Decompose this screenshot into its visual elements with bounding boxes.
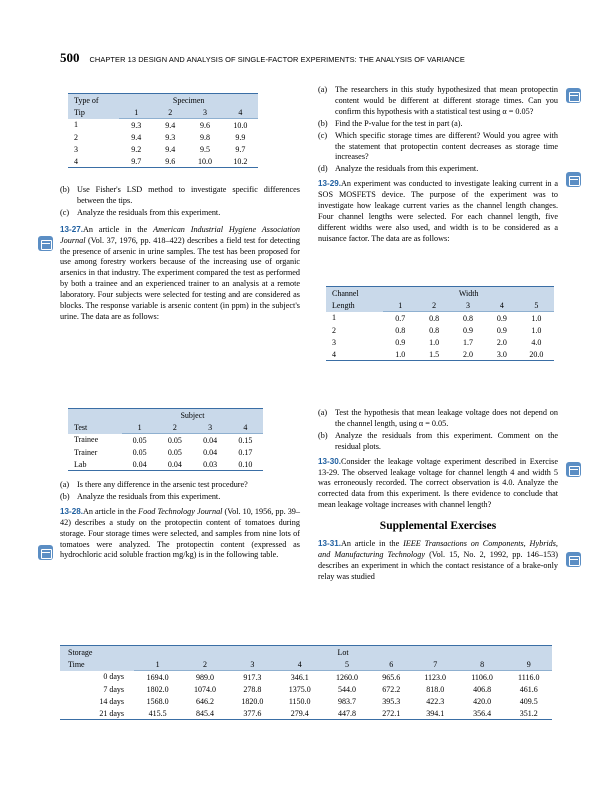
cell: 406.8	[473, 684, 492, 694]
item-label: (d)	[318, 164, 328, 174]
cell: 1123.0	[424, 672, 447, 682]
cell: 1.0	[383, 348, 417, 361]
dataset-icon[interactable]	[38, 236, 53, 251]
cell: 1116.0	[518, 672, 540, 682]
cell: 422.3	[426, 696, 445, 706]
cell: 0.8	[395, 325, 406, 335]
cell: 965.6	[382, 672, 401, 682]
cell: 4.0	[531, 337, 542, 347]
item-label: (a)	[60, 480, 70, 489]
cell: 1568.0	[146, 696, 169, 706]
column-header: 3	[192, 421, 227, 434]
exercise-text-part2: (Vol. 37, 1976, pp. 418–422) describes a field test for detecting the presence of arsenic in urine samples. The test has been proposed for use among forestry workers because of the increasing use of organic arsenics in that industry. The experiment compared the test as performed by both a trainee and an experienced trainer to an analysis at a remote laboratory. Four subjects were selected for testing and are considered as blocks. The response variable is arsenic content (in ppm) in the subject's urine. The data are as follows:	[60, 235, 300, 321]
cell: 0.17	[238, 447, 253, 457]
cell: 9.7	[119, 155, 153, 168]
cell: 0.05	[167, 435, 182, 445]
list-item	[318, 431, 558, 453]
cell: 1694.0	[146, 672, 169, 682]
journal-title: American Industrial Hygiene Association Journal	[60, 224, 300, 245]
cell: 1106.0	[471, 672, 493, 682]
cell: 0.04	[203, 447, 218, 457]
list-item	[318, 85, 558, 118]
page-number: 500	[60, 50, 80, 65]
row-label: Trainer	[74, 447, 98, 457]
cell: 0.03	[192, 458, 227, 471]
cell: 0.05	[132, 435, 147, 445]
table-type-of-tip	[68, 93, 258, 168]
section-heading: Supplemental Exercises	[379, 520, 497, 533]
cell: 1260.0	[336, 672, 359, 682]
cell: 845.4	[181, 707, 228, 720]
table-corner-label-2: Time	[68, 659, 85, 669]
table-corner-label-2: Tip	[74, 107, 85, 117]
table-row	[60, 695, 552, 707]
dataset-icon[interactable]	[566, 172, 581, 187]
item-label: (a)	[318, 408, 328, 417]
table-row	[68, 155, 258, 168]
column-header: 1	[134, 658, 181, 671]
cell: 1.0	[429, 337, 440, 347]
cell: 0.7	[395, 313, 406, 323]
cell: 10.2	[223, 155, 258, 168]
table-group-header: Subject	[122, 409, 263, 422]
table-group-header: Lot	[134, 646, 552, 659]
item-label: (b)	[318, 118, 328, 128]
item-text: Which specific storage times are different? Would you agree with the statement that protopectin content decreases as storage time increases?	[335, 130, 558, 162]
table-row	[326, 324, 554, 336]
cell: 2.0	[451, 348, 485, 361]
cell: 0.04	[157, 458, 192, 471]
right-column-lower	[318, 408, 558, 587]
row-label: 21 days	[60, 707, 134, 720]
exercise-text-part2: (Vol. 10, 1956, pp. 39–42) describes a study on the protopectin content of tomatoes during storage. Four storage times were selected, and samples from nine lots of tomatoes were analyzed. The protopectin content (expressed as hydrochloric acid soluble fraction mg/kg) is in the following table.	[60, 506, 300, 560]
column-header: 3	[451, 299, 485, 312]
item-text: Is there any difference in the arsenic test procedure?	[77, 480, 248, 489]
right-column	[318, 85, 558, 249]
row-label: 4	[326, 348, 383, 361]
item-text: Find the P-value for the test in part (a).	[335, 118, 463, 128]
table-row	[68, 119, 258, 132]
item-text: Analyze the residuals from this experiment.	[77, 207, 221, 217]
exercise-text: An experiment was conducted to investigate leaking current in a SOS MOSFETS device. The purpose of the experiment was to investigate how leakage current varies as the channel length changes. Four channel lengths were selected. For each channel length, five different widths were also used, and width is to be considered as a nuisance factor. The data are as follows:	[318, 179, 558, 243]
row-label: 0 days	[103, 672, 124, 682]
column-header: 6	[371, 658, 412, 671]
column-header: 2	[181, 658, 228, 671]
cell: 377.6	[229, 707, 276, 720]
cell: 9.4	[131, 132, 142, 142]
item-label: (b)	[60, 185, 70, 194]
table-row	[326, 348, 554, 361]
exercise-13-30	[318, 457, 558, 512]
cell: 9.6	[153, 155, 187, 168]
row-label: 3	[332, 337, 336, 347]
cell: 395.3	[382, 696, 401, 706]
column-header: 4	[276, 658, 323, 671]
journal-title: Food Technology Journal	[138, 506, 223, 516]
cell: 1375.0	[288, 684, 311, 694]
cell: 461.6	[519, 684, 538, 694]
column-header: 4	[228, 421, 263, 434]
table-corner-label-2: Length	[332, 300, 355, 310]
cell: 989.0	[196, 672, 215, 682]
cell: 1074.0	[194, 684, 217, 694]
page-header	[60, 50, 560, 66]
table-corner-label: Test	[74, 422, 88, 432]
exercise-13-28	[60, 507, 300, 562]
column-header: 1	[122, 421, 157, 434]
cell: 0.04	[122, 458, 157, 471]
list-item	[318, 131, 558, 164]
cell: 0.15	[238, 435, 253, 445]
table-row	[68, 446, 263, 458]
cell: 1.5	[417, 348, 451, 361]
cell: 394.1	[412, 707, 459, 720]
cell: 0.05	[132, 447, 147, 457]
row-label: 3	[74, 144, 78, 154]
cell: 9.4	[165, 144, 176, 154]
column-header: 9	[506, 658, 553, 671]
cell: 9.7	[235, 144, 246, 154]
cell: 1.0	[531, 313, 542, 323]
exercise-13-31	[318, 539, 558, 583]
exercise-text-part1: An article in the	[82, 224, 154, 234]
cell: 1150.0	[288, 696, 311, 706]
cell: 351.2	[506, 707, 553, 720]
table-storage-time	[60, 645, 552, 720]
exercise-number: 13-30.	[318, 456, 341, 466]
column-header: 3	[187, 106, 222, 119]
dataset-icon[interactable]	[566, 88, 581, 103]
cell: 983.7	[338, 696, 357, 706]
row-label: 2	[74, 132, 78, 142]
cell: 9.5	[199, 144, 210, 154]
table-group-header: Width	[383, 287, 554, 300]
item-label: (c)	[318, 130, 328, 140]
cell: 272.1	[371, 707, 412, 720]
cell: 0.9	[496, 325, 507, 335]
cell: 279.4	[276, 707, 323, 720]
column-header: 5	[519, 299, 554, 312]
table-row	[326, 336, 554, 348]
left-column	[60, 185, 300, 327]
exercise-number: 13-28.	[60, 506, 83, 516]
table-row	[68, 131, 258, 143]
row-label: 14 days	[99, 696, 124, 706]
list-item	[318, 119, 558, 130]
cell: 9.4	[165, 120, 176, 130]
cell: 0.9	[462, 325, 473, 335]
cell: 415.5	[134, 707, 181, 720]
table-row	[60, 707, 552, 720]
cell: 544.0	[338, 684, 357, 694]
cell: 409.5	[519, 696, 538, 706]
item-text: Analyze the residuals from this experiment. Comment on the residual plots.	[335, 430, 558, 451]
table-row	[68, 434, 263, 447]
cell: 818.0	[426, 684, 445, 694]
cell: 9.3	[131, 120, 142, 130]
table-corner-label: Channel	[326, 287, 383, 300]
cell: 10.0	[233, 120, 248, 130]
table-row	[60, 671, 552, 684]
list-item	[60, 492, 300, 503]
exercise-text-part1: An article in the	[340, 539, 404, 549]
row-label: 1	[332, 313, 336, 323]
cell: 9.8	[199, 132, 210, 142]
exercise-text: Consider the leakage voltage experiment described in Exercise 13-29. The observed leakage voltage for channel length 4 and width 5 was erroneously recorded. The correct observation is 4.0. Analyze the corrected data from this experiment. Is there evidence to conclude that mean leakage voltage increases with channel length?	[318, 456, 558, 510]
cell: 0.8	[462, 313, 473, 323]
list-item	[60, 480, 300, 491]
cell: 9.3	[165, 132, 176, 142]
journal-title: IEEE Transactions on Components, Hybrids, and Manufacturing Technology	[318, 539, 558, 560]
cell: 9.9	[235, 132, 246, 142]
column-header: 2	[157, 421, 192, 434]
table-row	[68, 458, 263, 471]
column-header: 4	[485, 299, 519, 312]
item-text: Use Fisher's LSD method to investigate specific differences between the tips.	[77, 185, 300, 205]
row-label: Trainee	[74, 435, 99, 445]
item-text: Analyze the residuals from this experiment.	[77, 491, 221, 501]
table-corner-label: Type of	[68, 94, 119, 107]
cell: 9.2	[131, 144, 142, 154]
row-label: 4	[68, 155, 119, 168]
table-row	[60, 683, 552, 695]
exercise-text-part2: (Vol. 15, No. 2, 1992, pp. 146–153) describes an experiment in which the contact resistance of a brake-only relay was studied	[318, 550, 558, 582]
cell: 1820.0	[241, 696, 264, 706]
row-label: 7 days	[103, 684, 124, 694]
dataset-icon[interactable]	[566, 552, 581, 567]
cell: 646.2	[196, 696, 215, 706]
column-header: 2	[417, 299, 451, 312]
exercise-text-part1: An article in the	[82, 506, 139, 516]
column-header: 4	[223, 106, 258, 119]
cell: 9.6	[199, 120, 210, 130]
column-header: 5	[323, 658, 370, 671]
table-corner-blank	[68, 409, 122, 422]
row-label: Lab	[68, 458, 122, 471]
item-label: (c)	[60, 207, 70, 217]
table-corner-label: Storage	[60, 646, 134, 659]
dataset-icon[interactable]	[38, 545, 53, 560]
exercise-number: 13-31.	[318, 539, 341, 549]
exercise-13-27	[60, 225, 300, 323]
left-column-lower	[60, 480, 300, 565]
exercise-13-29	[318, 179, 558, 244]
table-row	[68, 143, 258, 155]
cell: 278.8	[243, 684, 262, 694]
column-header: 3	[229, 658, 276, 671]
exercise-number: 13-27.	[60, 224, 83, 234]
cell: 2.0	[496, 337, 507, 347]
list-item	[318, 164, 558, 175]
item-text: The researchers in this study hypothesized that mean protopectin content would be different at different storage times. Can you confirm this hypothesis with a statistical test using α = 0.05?	[335, 85, 558, 116]
cell: 0.8	[429, 325, 440, 335]
table-group-header: Specimen	[119, 94, 258, 107]
cell: 20.0	[519, 348, 554, 361]
cell: 0.9	[395, 337, 406, 347]
column-header: 1	[383, 299, 417, 312]
cell: 917.3	[243, 672, 262, 682]
item-label: (b)	[318, 430, 328, 440]
row-label: 2	[332, 325, 336, 335]
column-header: 2	[153, 106, 187, 119]
list-item	[60, 185, 300, 207]
column-header: 8	[459, 658, 506, 671]
cell: 672.2	[382, 684, 401, 694]
cell: 0.04	[203, 435, 218, 445]
item-text: Test the hypothesis that mean leakage voltage does not depend on the channel length, using α = 0.05.	[335, 408, 558, 428]
table-row	[326, 312, 554, 325]
list-item	[60, 208, 300, 219]
cell: 420.0	[473, 696, 492, 706]
cell: 1.7	[462, 337, 473, 347]
cell: 0.05	[167, 447, 182, 457]
cell: 0.8	[429, 313, 440, 323]
cell: 0.10	[228, 458, 263, 471]
list-item	[318, 408, 558, 430]
cell: 3.0	[485, 348, 519, 361]
table-subject	[68, 408, 263, 471]
cell: 346.1	[290, 672, 309, 682]
table-channel-length	[326, 286, 554, 361]
item-text: Analyze the residuals from this experiment.	[335, 164, 479, 174]
column-header: 1	[119, 106, 153, 119]
cell: 10.0	[187, 155, 222, 168]
cell: 0.9	[496, 313, 507, 323]
dataset-icon[interactable]	[566, 462, 581, 477]
running-title: CHAPTER 13 DESIGN AND ANALYSIS OF SINGLE-FACTOR EXPERIMENTS: THE ANALYSIS OF VARIANCE	[89, 55, 465, 64]
cell: 356.4	[459, 707, 506, 720]
column-header: 7	[412, 658, 459, 671]
cell: 1.0	[531, 325, 542, 335]
item-label: (b)	[60, 491, 70, 501]
cell: 447.8	[323, 707, 370, 720]
row-label: 1	[74, 120, 78, 130]
cell: 1802.0	[146, 684, 169, 694]
exercise-number: 13-29.	[318, 179, 341, 189]
item-label: (a)	[318, 85, 328, 94]
